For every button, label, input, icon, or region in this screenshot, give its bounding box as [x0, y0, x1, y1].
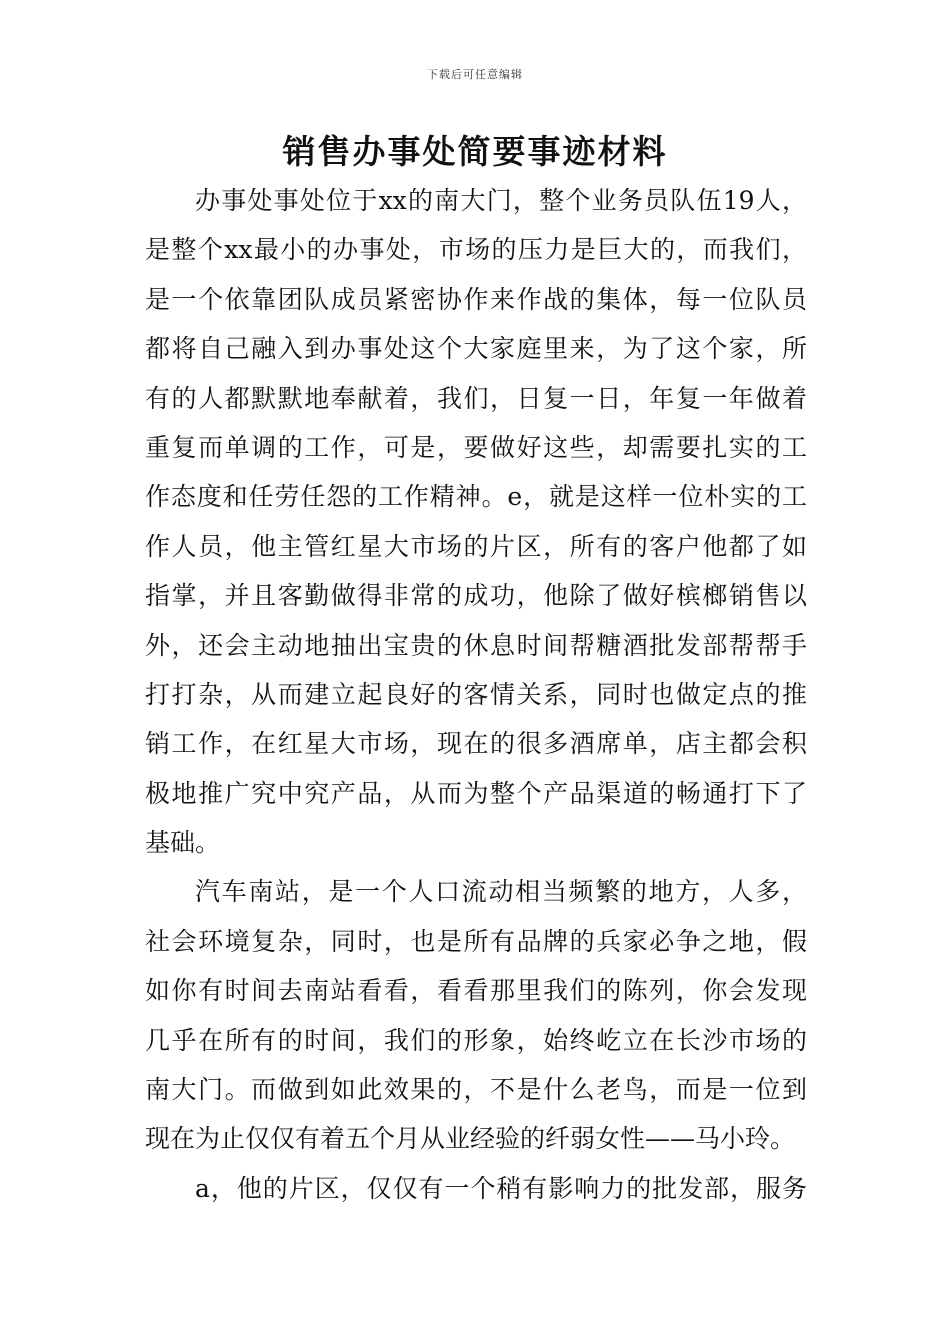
paragraph-1-line-5: 有的人都默默地奉献着，我们，日复一日，年复一年做着	[145, 383, 807, 413]
paragraph-1-line-4: 都将自己融入到办事处这个大家庭里来，为了这个家，所	[145, 334, 807, 364]
paragraph-1-line-9: 指掌，并且客勤做得非常的成功，他除了做好槟榔销售以	[145, 581, 807, 611]
document-body	[145, 176, 807, 1213]
paragraph-3-line-1: a，他的片区，仅仅有一个稍有影响力的批发部，服务	[195, 1173, 807, 1203]
paragraph-1-line-10: 外，还会主动地抽出宝贵的休息时间帮糖酒批发部帮帮手	[145, 630, 807, 660]
header-note: 下载后可任意编辑	[427, 68, 523, 81]
paragraph-1-line-13: 极地推广究中究产品，从而为整个产品渠道的畅通打下了	[145, 778, 807, 808]
paragraph-2-line-5: 南大门。而做到如此效果的，不是什么老鸟，而是一位到	[145, 1075, 807, 1105]
paragraph-1-line-11: 打打杂，从而建立起良好的客情关系，同时也做定点的推	[145, 679, 807, 709]
paragraph-1-line-14: 基础。	[145, 828, 221, 858]
paragraph-1-line-7: 作态度和任劳任怨的工作精神。e，就是这样一位朴实的工	[145, 482, 807, 512]
paragraph-2-line-2: 社会环境复杂，同时，也是所有品牌的兵家必争之地，假	[145, 926, 807, 956]
paragraph-1-line-3: 是一个依靠团队成员紧密协作来作战的集体，每一位队员	[145, 284, 807, 314]
paragraph-1-line-1: 办事处事处位于xx的南大门，整个业务员队伍19人，	[195, 186, 807, 215]
paragraph-2-line-6: 现在为止仅仅有着五个月从业经验的纤弱女性——马小玲。	[145, 1124, 796, 1154]
paragraph-1-line-8: 作人员，他主管红星大市场的片区，所有的客户他都了如	[145, 531, 807, 561]
paragraph-2-line-3: 如你有时间去南站看看，看看那里我们的陈列，你会发现	[145, 976, 807, 1006]
paragraph-1-line-12: 销工作，在红星大市场，现在的很多酒席单，店主都会积	[145, 729, 807, 759]
paragraph-1-line-2: 是整个xx最小的办事处，市场的压力是巨大的，而我们，	[145, 235, 807, 265]
paragraph-2-line-1: 汽车南站，是一个人口流动相当频繁的地方，人多，	[195, 877, 807, 907]
paragraph-1-line-6: 重复而单调的工作，可是，要做好这些，却需要扎实的工	[145, 432, 807, 462]
paragraph-2-line-4: 几乎在所有的时间，我们的形象，始终屹立在长沙市场的	[145, 1025, 807, 1055]
document-title: 销售办事处简要事迹材料	[282, 132, 668, 171]
